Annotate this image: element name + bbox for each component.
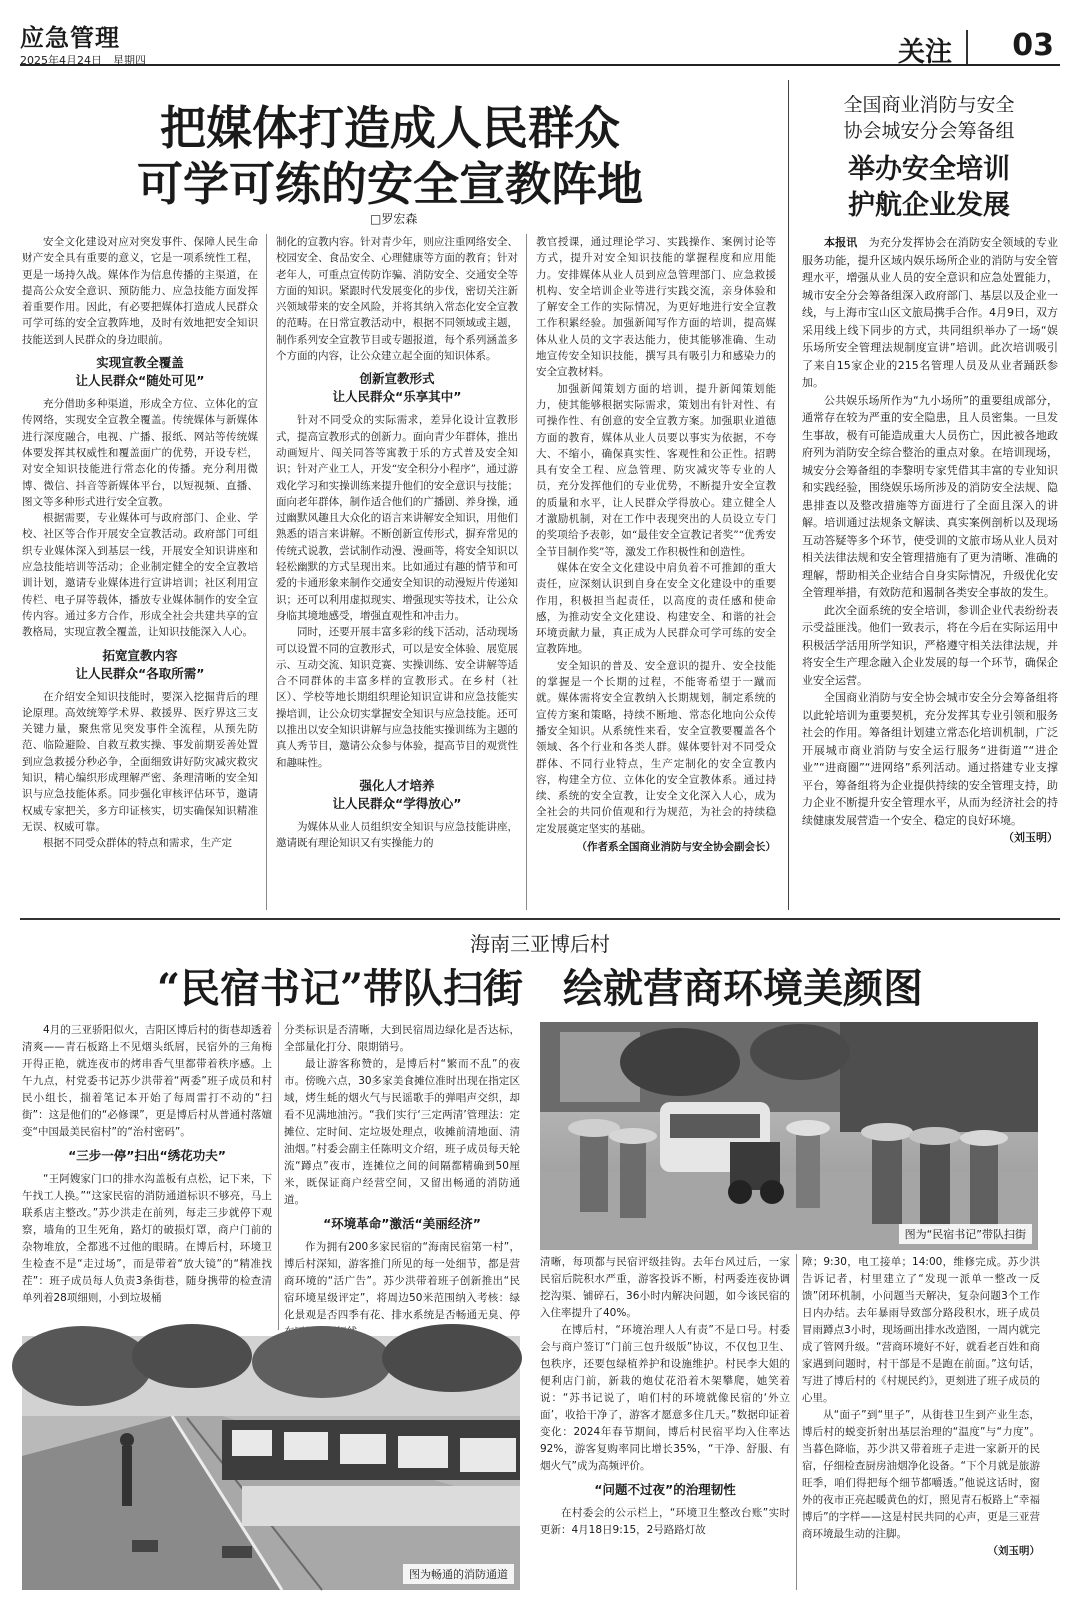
article3-title: “民宿书记”带队扫街 绘就营商环境美颜图 (156, 965, 923, 1012)
photo2-caption: 图为畅通的消防通道 (403, 1564, 514, 1584)
paragraph: 制化的宣教内容。针对青少年，则应注重网络安全、校园安全、食品安全、心理健康等方面的教育；针对老年人，可重点宣传防诈骗、消防安全、交通安全等方面的知识。紧跟时代发展变化的步伐，密切关注新兴领域带来的安全风险，并将其纳入常态化安全宣教的范畴。在日常宣教活动中，根据不同领域或主题，制作系列安全宣教节目或专题报道，每个系列涵盖多个方面的内容，让公众建立起全面的知识体系。 (276, 236, 518, 363)
paragraph: 加强新闻策划方面的培训，提升新闻策划能力，使其能够根据实际需求，策划出有针对性、有可操作性、有创意的安全宣教方案。加强职业道德方面的教育，媒体从业人员要以事实为依据，不夸大、不缩小，确保真实性、客观性和公正性。招聘具有安全工程、应急管理、防灾减灾等专业的人员，充分发挥他们的专业优势，不断提升安全宣教的质量和水平，让人民群众学得放心。建立健全人才激励机制，对在工作中表现突出的人员设立专门的奖项给予表彰，如“最佳安全宣教记者奖”“优秀安全节目制作奖”等，激发工作积极性和创造性。 (536, 382, 776, 558)
paragraph: 公共娱乐场所作为“九小场所”的重要组成部分，通常存在较为严重的安全隐患，且人员密集。一旦发生事故，极有可能造成重大人员伤亡，因此被各地政府列为消防安全综合整治的重点对象。在培训现场，城安分会筹备组的李黎明专家凭借其丰富的专业知识和实践经验，围绕娱乐场所涉及的消防安全法规、隐患排查以及整改措施等方面进行了全面且深入的讲解。培训通过法规条文解读、真实案例剖析以及现场互动答疑等多个环节，使受训的文旅市场从业人员对相关法律法规和安全管理措施有了更为清晰、准确的理解，帮助相关企业结合自身实际情况，升级优化安全管理举措，有效防范和遏制各类安全事故的发生。 (802, 393, 1058, 599)
masthead (20, 18, 1060, 66)
paragraph: “王阿嫂家门口的排水沟盖板有点松，记下来，下午找工人换。”“这家民宿的消防通道标识不够亮，马上联系店主整改。”苏少洪走在前列，每走三步就停下观察，墙角的卫生死角，路灯的破损灯罩，商户门前的杂物堆放，全都逃不过他的眼睛。在博后村，环境卫生检查不是“走过场”，而是带着“放大镜”的“精准找茬”：班子成员每人负责3条街巷，随身携带的检查清单列着28项细则，小到垃圾桶 (22, 1173, 272, 1304)
paragraph: 根据不同受众群体的特点和需求，生产定 (43, 837, 232, 850)
subheading: “问题不过夜”的治理韧性 (594, 1482, 736, 1497)
paragraph: 在村委会的公示栏上，“环境卫生整改台账”实时更新：4月18日9:15，2号路路灯故 (540, 1507, 790, 1536)
photo-street-sweeping (540, 1022, 1038, 1250)
article3-column4 (802, 1254, 1040, 1594)
subheading: 创新宣教形式 让人民群众“乐享其中” (332, 371, 462, 405)
photo1-caption: 图为“民宿书记”带队扫街 (899, 1224, 1032, 1244)
article2-body (802, 234, 1058, 910)
column-rule (796, 1254, 797, 1590)
article1-column1 (22, 234, 258, 910)
article2-title-line1: 举办安全培训 (848, 154, 1010, 185)
paragraph: 同时，还要开展丰富多彩的线下活动，活动现场可以设置不同的宣教形式，可以是安全体验、展览展示、互动交流、知识竞赛、实操训练、安全讲解等适合不同群体的丰富多样的宣教形式。在乡村（社区）、学校等地长期组织理论知识宣讲和应急技能实操培训，让公众切实掌握安全知识与应急技能。还可以推出以安全知识讲解与应急技能实操训练为主题的真人秀节目，邀请公众参与体验，提高节目的观赏性和趣味性。 (276, 626, 518, 769)
column-rule (278, 1022, 279, 1330)
page-number: 03 (1012, 28, 1054, 63)
article1-title-line1: 把媒体打造成人民群众 (160, 101, 620, 155)
paragraph: 安全文化建设对应对突发事件、保障人民生命财产安全具有重要的意义，它是一项系统性工程，更是一场持久战。媒体作为信息传播的主渠道，在提高公众安全意识、预防能力、应急技能方面发挥着重要作用。因此，有必要把媒体打造成人民群众可学可练的安全宣教阵地，及时有效地把安全知识技能送到人民群众的身边眼前。 (22, 236, 258, 346)
column-rule (788, 80, 789, 910)
masthead-divider (966, 30, 968, 64)
section-name: 关注 (898, 37, 952, 68)
paragraph: 根据需要，专业媒体可与政府部门、企业、学校、社区等合作开展安全宣教活动。政府部门可组织专业媒体深入到基层一线，开展安全知识讲座和应急技能培训等活动；企业制定健全的安全宣教培训计划，邀请专业媒体进行宣讲培训；社区利用宣传栏、电子屏等载体，播放专业媒体制作的安全宣传内容。通过多方合作，形成全社会共建共享的宣教格局，实现宣教全覆盖，让知识技能深入人心。 (22, 512, 258, 639)
column-rule (266, 234, 267, 910)
paragraph: 4月的三亚骄阳似火，吉阳区博后村的街巷却透着清爽——青石板路上不见烟头纸屑，民宿外的三角梅开得正艳，就连夜市的烤串香气里都带着秩序感。上午九点，村党委书记苏少洪带着“两委”班子成员和村民小组长，揣着笔记本开始了每周雷打不动的“扫街”：这是他们的“必修课”，更是博后村从普通村落嬗变“中国最美民宿村”的“治村密码”。 (22, 1024, 272, 1138)
paragraph: 此次全面系统的安全培训，参训企业代表纷纷表示受益匪浅。他们一致表示，将在今后在实际运用中积极活学活用所学知识，严格遵守相关法律法规，并将安全生产理念融入企业发展的每一个环节，确保企业安全运营。 (802, 603, 1058, 687)
paragraph: 安全知识的普及、安全意识的提升、安全技能的掌握是一个长期的过程，不能寄希望于一蹴而就。媒体需将安全宣教纳入长期规划，制定系统的宣传方案和策略，持续不断地、常态化地向公众传播安全知识。从系统性来看，安全宣教要覆盖各个领域、各个行业和各类人群。媒体要针对不同受众群体、不同行业特点，生产定制化的安全宣教内容，构建全方位、立体化的安全宣教体系。通过持续、系统的安全宣教，让安全文化深入人心，成为全社会的共同价值观和行为规范，为社会的持续稳定发展奠定坚实的基础。 (536, 659, 776, 835)
section-rule (20, 918, 1060, 920)
article3-column1 (22, 1022, 272, 1330)
paragraph: 清晰，每项都与民宿评级挂钩。去年台风过后，一家民宿后院积水严重，游客投诉不断，村两委连夜协调挖沟渠、铺碎石，36小时内解决问题，如今该民宿的入住率提升了40%。 (540, 1256, 790, 1319)
paragraph-text: 为充分发挥协会在消防安全领域的专业服务功能，提升区域内娱乐场所企业的消防与安全管理水平，增强从业人员的安全意识和应急处置能力，城市安全分会筹备组深入政府部门、基层以及企业一线，与上海市宝山区文旅局携手合作。4月9日，双方采用线上线下同步的方式，共同组织举办了一场“娱乐场所安全管理法规制度宣讲”培训。此次培训吸引了来自15家企业的215名管理人员及从业者踊跃参加。 (802, 236, 1059, 389)
article2-title-line2: 护航企业发展 (848, 190, 1010, 221)
article2-kicker-line1: 全国商业消防与安全 (843, 94, 1015, 116)
subheading: “环境革命”激活“美丽经济” (323, 1216, 481, 1231)
paragraph: 从“面子”到“里子”，从街巷卫生到产业生态，博后村的蜕变折射出基层治理的“温度”与“力度”。当暮色降临，苏少洪又带着班子走进一家新开的民宿，仔细检查厨房油烟净化设备。“下个月就是旅游旺季，咱们得把每个细节都嚼透。”他说这话时，窗外的夜市正亮起暖黄色的灯，照见青石板路上“幸福博后”的字样——这是村民共同的心声，更是三亚营商环境最生动的注脚。 (802, 1409, 1040, 1540)
article1-column2 (276, 234, 518, 910)
article1-column3 (536, 234, 776, 910)
paragraph: 在介绍安全知识技能时，要深入挖掘背后的理论原理。高效统筹学术界、救援界、医疗界这三支关键力量，聚焦常见突发事件全流程，从预先防范、临险避险、自救互救实操、事发前期妥善处置到应急救援分秒必争，全面细致讲好防灾减灾救灾知识，精心编织形成理解严密、条理清晰的安全知识与应急技能体系。同步强化审核评估环节，邀请权威专家把关，多方印证核实，切实确保知识精准无误、权威可靠。 (22, 690, 258, 833)
article2-kicker (796, 92, 1062, 144)
photo-fire-lane-image (22, 1336, 520, 1590)
paragraph: 为媒体从业人员组织安全知识与应急技能讲座，邀请既有理论知识又有实操能力的 (276, 820, 518, 850)
article1-author: （作者系全国商业消防与安全协会副会长） (576, 840, 776, 853)
article3-author: （刘玉明） (987, 1545, 1040, 1557)
subheading: 实现宣教全覆盖 让人民群众“随处可见” (75, 355, 205, 389)
paragraph: 充分借助多种渠道，形成全方位、立体化的宣传网络，实现安全宣教全覆盖。传统媒体与新媒体进行深度融合，电视、广播、报纸、网站等传统媒体要发挥其权威性和覆盖面广的优势，开设专栏，对安全知识技能进行常态化的传播。充分利用微博、微信、抖音等新媒体平台，以短视频、直播、图文等多种形式进行安全宣教。 (22, 398, 258, 508)
article1-title (40, 100, 740, 212)
paragraph: 分类标识是否清晰，大到民宿周边绿化是否达标，全部量化打分、限期销号。 (284, 1024, 520, 1053)
article2-author: （刘玉明） (1003, 831, 1058, 844)
issue-date: 2025年4月24日 星期四 (20, 54, 146, 67)
paragraph (802, 234, 1058, 392)
subheading: 拓宽宣教内容 让人民群众“各取所需” (75, 647, 205, 681)
paragraph: 针对不同受众的实际需求，差异化设计宣教形式，提高宣教形式的创新力。面向青少年群体，推出动画短片、闯关同答等寓教于乐的方式普及安全知识；针对产业工人，开发“安全积分小程序”，通过游戏化学习和实操训练来提升他们的安全意识与技能；面向老年群体，制作适合他们的广播剧、养身操，通过幽默风趣且大众化的语言来讲解安全知识，用他们熟悉的语言来讲解。不断创新宣传形式，摒弃常见的传统式说教，尝试制作动漫、漫画等，将安全知识以轻松幽默的方式呈现出来。比如通过有趣的情节和可爱的卡通形象来制作交通安全知识的动漫短片传递知识；还可以利用虚拟现实、增强现实等技术，让公众身临其境地感受，增强直观性和冲击力。 (276, 414, 518, 622)
article1-title-line2: 可学可练的安全宣教阵地 (137, 157, 643, 211)
article3-column2 (284, 1022, 520, 1330)
paragraph: 作为拥有200多家民宿的“海南民宿第一村”，博后村深知，游客推门所见的每一处细节，都是营商环境的“活广告”。苏少洪带着班子创新推出“民宿环境星级评定”，将周边50米范围纳入考核：绿化景观是否四季有花、排水系统是否畅通无臭、停 (284, 1241, 520, 1321)
newspaper-name: 应急管理 (20, 24, 120, 52)
paragraph: 教官授课，通过理论学习、实践操作、案例讨论等方式，提升对安全知识技能的掌握程度和应用能力。安排媒体从业人员到应急管理部门、应急救援机构、安全培训企业等进行实践交流，亲身体验和了解安全工作的实际情况，为更好地进行安全宣教工作积累经验。加强新闻写作方面的培训，提高媒体从业人员的文字表达能力，使其能够准确、生动地宣传安全知识技能，撰写具有吸引力和感染力的安全宣教材料。 (536, 236, 776, 379)
paragraph: 媒体在安全文化建设中肩负着不可推卸的重大责任，应深刻认识到自身在安全文化建设中的重要作用，积极担当起责任，以高度的责任感和使命感，为推动安全文化建设、构建安全、和谐的社会环境贡献力量，真正成为人民群众可学可练的安全宣教阵地。 (536, 561, 776, 656)
article3-kicker: 海南三亚博后村 (470, 932, 610, 956)
photo-fire-lane (22, 1336, 520, 1590)
subheading: 强化人才培养 让人民群众“学得放心” (332, 777, 462, 811)
paragraph: 在博后村，“环境治理人人有责”不是口号。村委会与商户签订“门前三包升级版”协议，不仅包卫生、包秩序，还要包绿植养护和设施维护。村民李大姐的便利店门前，新栽的炮仗花沿着木架攀爬，她笑着说：“苏书记说了，咱们村的环境就像民宿的‘外立面’，收拾干净了，游客才愿意多住几天。”数据印证着变化：2024年春节期间，博后村民宿平均入住率达92%，游客复购率同比增长35%，“干净、舒服、有烟火气”成为高频评价。 (540, 1324, 790, 1472)
photo-street-sweeping-image (540, 1022, 1038, 1250)
paragraph: 最让游客称赞的，是博后村“繁而不乱”的夜市。傍晚六点，30多家美食摊位准时出现在指定区域，烤生蚝的烟火气与民谣歌手的弹唱声交织，却看不见满地油污。“我们实行‘三定两清’管理法：定摊位、定时间、定垃圾处理点，收摊前清地面、清油烟。”村委会副主任陈明文介绍，班子成员每天轮流“蹲点”夜市，连摊位之间的间隔都精确到50厘米，既保证商户经营空间，又留出畅通的消防通道。 (284, 1058, 520, 1206)
article2-title (796, 152, 1062, 224)
article3-column3 (540, 1254, 790, 1590)
paragraph: 全国商业消防与安全协会城市安全分会筹备组将以此轮培训为重要契机，充分发挥其专业引领和服务社会的作用。筹备组计划建立常态化培训机制，广泛开展城市商业消防与安全运行服务“进街道”“进企业”“进商圈”“进网络”系列活动。通过搭建专业支撑平台，筹备组将为企业提供持续的安全管理支持，助力企业不断提升安全管理水平，从而为经济社会的持续健康发展营造一个安全、稳定的良好环境。 (802, 691, 1058, 827)
article2-kicker-line2: 协会城安分会筹备组 (843, 120, 1015, 142)
lead-tag: 本报讯 (824, 236, 858, 249)
paragraph: 障；9:30，电工接单；14:00，维修完成。苏少洪告诉记者，村里建立了“发现一派单一整改一反馈”闭环机制，小问题当天解决，复杂问题3个工作日内办结。去年暴雨导致部分路段积水，班子成员冒雨蹲点3小时，现场画出排水改造图，一周内就完成了管网升级。“营商环境好不好，就看老百姓和商家遇到问题时，村干部是不是跑在前面。”这句话，写进了博后村的《村规民约》，更刻进了班子成员的心里。 (802, 1256, 1040, 1404)
column-rule (526, 234, 527, 910)
article1-byline: □罗宏森 (370, 212, 418, 226)
subheading: “三步一停”扫出“绣花功夫” (68, 1148, 226, 1163)
